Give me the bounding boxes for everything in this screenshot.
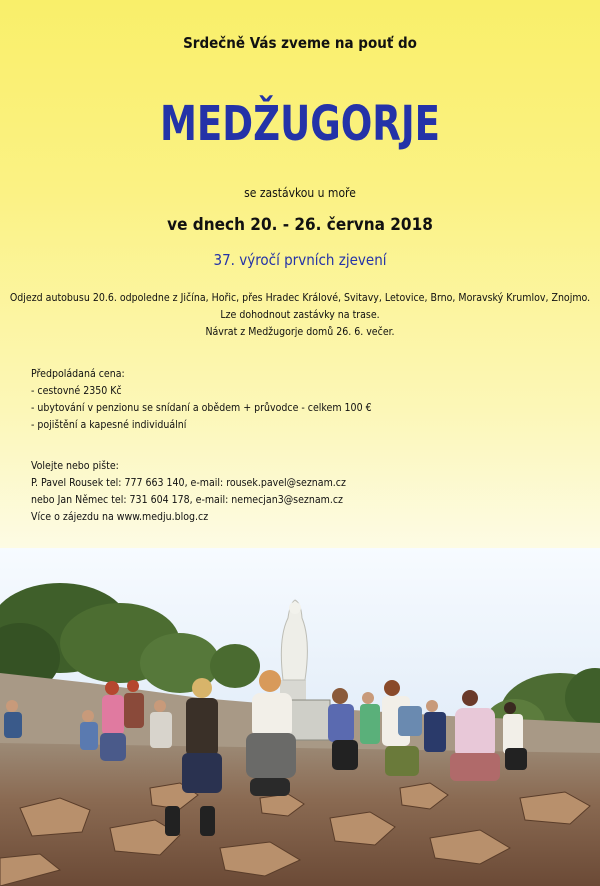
price-info: [31, 366, 372, 434]
anniversary-line: 37. výročí prvních zjevení: [213, 251, 387, 269]
website-line: Více o zájezdu na www.medju.blog.cz: [31, 511, 209, 523]
departure-stops-note: Lze dohodnout zastávky na trase.: [220, 309, 380, 321]
return-info: Návrat z Medžugorje domů 26. 6. večer.: [205, 326, 395, 338]
trip-dates: ve dnech 20. - 26. června 2018: [167, 215, 433, 235]
contact-heading: Volejte nebo pište:: [31, 460, 119, 472]
stopover-line: se zastávkou u moře: [244, 186, 356, 200]
contact-line-nemec: nebo Jan Němec tel: 731 604 178, e-mail: nemecjan3@seznam.cz: [31, 494, 343, 506]
price-item: - cestovné 2350 Kč: [31, 385, 122, 397]
pilgrims-photo: [0, 548, 600, 886]
invitation-line: Srdečně Vás zveme na pouť do: [183, 34, 417, 52]
pilgrims-photo-illustration: [0, 548, 600, 886]
poster-title: MEDŽUGORJE: [159, 96, 441, 152]
price-item: - ubytování v penzionu se snídaní a obědem + průvodce - celkem 100 €: [31, 402, 372, 414]
price-heading: Předpoládaná cena:: [31, 368, 125, 380]
contact-info: [31, 458, 346, 526]
price-item: - pojištění a kapesné individuální: [31, 419, 187, 431]
departure-info: [0, 290, 600, 341]
contact-line-rousek: P. Pavel Rousek tel: 777 663 140, e-mail: rousek.pavel@seznam.cz: [31, 477, 346, 489]
departure-route: Odjezd autobusu 20.6. odpoledne z Jičína, Hořic, přes Hradec Králové, Svitavy, Letovice, Brno, Moravský Krumlov, Znojmo.: [9, 292, 591, 304]
